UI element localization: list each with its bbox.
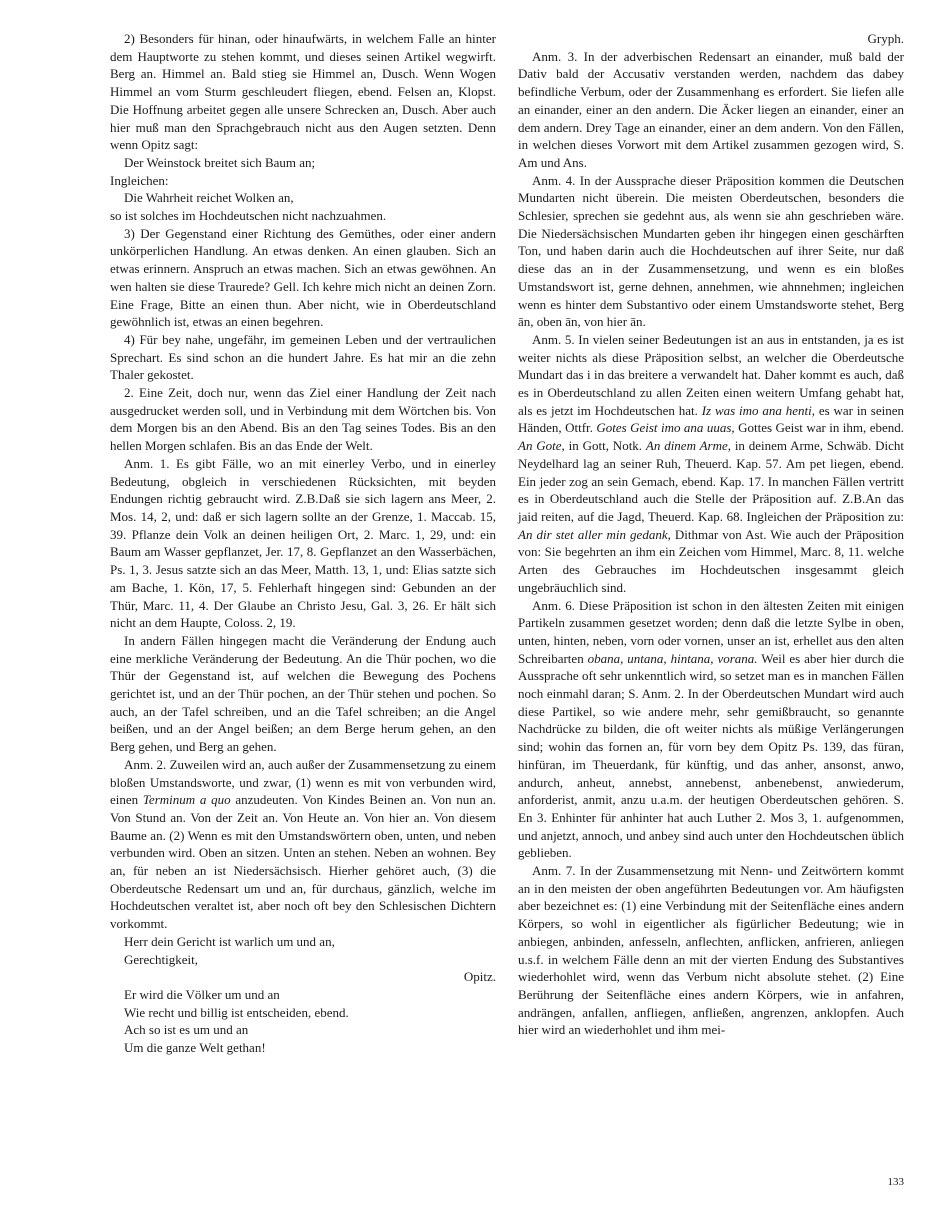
italic-quote: Gotes Geist imo ana uuas, [596,420,735,436]
paragraph: 2) Besonders für hinan, oder hinaufwärts, in welchem Falle an hinter dem Hauptworte zu stehen kommt, und dieses seinen Artikel wegwirft. Berg an. Himmel an. Bald stieg sie Himmel an, Dusch. Wenn Wogen Himmel an vom Sturm geschleudert fliegen, ebend. Felsen an, Klopst. Die Hoffnung arbeitet gegen alle unsere Schrecken an, Dusch. Aber auch hier muß man den Sprachgebrauch nicht aus den Augen setzten. Denn wenn Opitz sagt: [110,31,496,153]
italic-quote: An Gote, [518,438,565,454]
verse-line: Gerechtigkeit, [124,951,198,967]
italic-quote: An dinem Arme, [645,438,731,454]
paragraph [518,597,904,863]
right-column [518,30,904,1039]
paragraph [518,331,904,597]
paragraph: Anm. 7. In der Zusammensetzung mit Nenn- und Zeitwörtern kommt an in den meisten der oben angeführten Bedeutungen vor. Am häufigsten aber bezeichnet es: (1) eine Verbindung mit der Seitenfläche eines andern Körpers, so wohl in eigentlicher als figürlicher Bedeutung; wie in anbiegen, anbinden, anfesseln, anflechten, anflicken, anfrieren, anliegen u.s.f. in welchem Fälle denn an mit der vierten Endung des Substantives wiederhohlet wird, wenn das Verbum nicht absolute stehet. (2) Eine Berührung der Seitenfläche eines andern Körpers, wie in anfahren, andrängen, anfallen, anfliegen, anfließen, angrenzen, anklopfen. Auch hier wird an wiederhohlet und ihm mei- [518,863,904,1038]
text-run: Anm. 5. In vielen seiner Bedeutungen ist an aus in entstanden, ja es ist weiter nichts als diese Präposition selbst, an welcher die Oberdeutsche Mundart das i in das breitere a verwandelt hat. Daher kommt es auch, daß es in Oberdeutschland zu allen Zeiten einen weitern Umfang gehabt hat, als es jetzt im Hochdeutschen hat. [518,331,904,418]
left-column [110,30,496,1057]
text-run: anzudeuten. Von Kindes Beinen an. Von nun an. Von Stund an. Von der Zeit an. Von Heute an. Von hier an. Von diesem Baume an. (2) Wenn es mit den Umstandswörtern oben, unten, und neben verbunden wird. Oben an sitzen. Unten an stehen. Neben an wohnen. Bey an, für neben an ist Niedersächsisch. Hierher gehöret auch, (3) die Oberdeutsche Redensart um und an, für durchaus, gänzlich, welche im Hochdeutschen veraltet ist, aber noch oft bey den Schlesischen Dichtern vorkommt. [110,792,497,932]
text-line: so ist solches im Hochdeutschen nicht nachzuahmen. [110,208,387,224]
text-run: Anm. 2. Zuweilen wird an, auch außer der Zusammensetzung zu einem bloßen Umstandsworte, und zwar, (1) wenn es mit von verbunden wird, einen [110,756,496,808]
text-run: Dithmar von Ast. Wie auch der Präposition von: Sie begehrten an ihm ein Zeichen vom Himmel, Marc. 8, 11. welche Arten des Gebrauches im Hochdeutschen insgesammt gleich ungebräuchlich sind. [518,526,904,595]
paragraph [110,756,496,933]
verse-line: Die Wahrheit reichet Wolken an, [124,190,294,206]
verse-line: Um die ganze Welt gethan! [124,1040,266,1056]
verse-line: Herr dein Gericht ist warlich um und an, [124,933,335,949]
attribution: Gryph. [867,31,904,46]
text-run: es war in seinen Händen, Ottfr. [518,402,904,436]
italic-quote: Terminum a quo [142,792,231,808]
verse-line: Der Weinstock breitet sich Baum an; [124,154,316,170]
paragraph: In andern Fällen hingegen macht die Veränderung der Endung auch eine merkliche Veränderung der Bedeutung. An die Thür pochen, wo die Thür der Gegenstand ist, auf welchen die Bewegung des Pochens gerichtet ist, und an der Thür pochen, an der Thür stehen und pochen. So auch, an der Tafel schreiben, und an die Tafel schreiben; an die Angel beißen, und an der Angel beißen; an dem Berge herum gehen, an den Berg gehen, und Berg an gehen. [110,632,496,755]
italic-quote: Iz was imo ana henti, [701,402,815,418]
verse-line: Ach so ist es um und an [124,1022,249,1038]
paragraph: 4) Für bey nahe, ungefähr, im gemeinen Leben und der vertraulichen Sprechart. Es sind schon an die hundert Jahre. Es hat mir an die zehn Thaler gekostet. [110,331,496,383]
text-run: in Gott, Notk. [564,438,646,454]
paragraph: Anm. 1. Es gibt Fälle, wo an mit einerley Verbo, und in einerley Bedeutung, obgleich in verschiedenen Rücksichten, mit beyden Endungen richtig gebraucht wird. Z.B.Daß sie sich lagern ans Meer, 2. Mos. 14, 2, und: daß er sich lagern sollte an der Grenze, 1. Maccab. 15, 39. Pflanze dein Volk an deinen heiligen Ort, 2. Marc. 1, 29, und: ein Baum am Wasser gepflanzet, Jer. 17, 8. Gepflanzet an den Wasserbächen, Ps. 1, 3. Jesus satzte sich an das Meer, Matth. 13, 1, und: Elias satzte sich am Bache, 1. Kön, 17, 5. Fehlerhaft hingegen sind: Gebunden an der Thür, Marc. 11, 4. Der Glaube an Christo Jesu, Gal. 3, 26. Er hält sich nicht an dem Haupte, Coloss. 2, 19. [110,455,496,631]
text-run: Weil es aber hier durch die Aussprache oft sehr unkenntlich wird, so setzet man es in manchen Fällen noch einmahl daran; S. Anm. 2. In der Oberdeutschen Mundart wird auch diese Partikel, so wie andere mehr, sehr gemißbraucht, so genannte Nachdrücke zu bilden, die oft weiter nichts als müßige Verlängerungen sind; wohin das fornen an, für vorn bey dem Opitz Ps. 139, das füran, hinfüran, im Theuerdank, für künftig, und das anher, ansonst, anwo, andurch, anheut, annebst, annebenst, anbenebenst, anwiederum, anforderist, anmit, anzu u.a.m. der heutigen Oberdeutschen gehören. S. En 3. Enhinter für anhinter hat auch Luther 2. Mos 3, 1. aufgenommen, und anjetzt, annoch, und anbey sind auch unter den Hochdeutschen üblich geblieben. [518,650,904,861]
paragraph: Anm. 4. In der Aussprache dieser Präposition kommen die Deutschen Mundarten nicht überein. Die meisten Oberdeutschen, besonders die Schlesier, sprechen sie gedehnt aus, als wenn sie ahn geschrieben wäre. Die Niedersächsischen Mundarten geben ihr hingegen einen geschärften Ton, und haben darin auch die Hochdeutschen auf ihrer Seite, nur daß diese das an in der Zusammensetzung, und wenn es ein bloßes Umstandswort ist, gerne dehnen, annehmen, wie ahnnehmen; ingleichen wenn es hinter dem Substantivo oder einem Umstandsworte stehet, Berg ān, oben ān, von hier ān. [518,172,904,330]
text-line: Ingleichen: [110,172,169,188]
paragraph: 3) Der Gegenstand einer Richtung des Gemüthes, oder einer andern unkörperlichen Handlung. An etwas denken. An einen glauben. Sich an etwas erinnern. Anspruch an etwas machen. Sich an etwas gewöhnen. An wen halten sie diese Traurede? Gell. Ich kehre mich nicht an deinen Zorn. Eine Frage, Bitte an einen thun. Aber nicht, wie in Oberdeutschland gewöhnlich ist, etwas an einen begehren. [110,225,496,330]
text-run: in deinem Arme, Schwäb. Dicht Neydelhard lag an seiner Ruh, Theuerd. Kap. 57. Am pet liegen, ebend. Ein jeder zog an sein Gemach, ebend. Kap. 17. In manchen Fällen vertritt es in Oberdeutschland auch die Stelle der Präposition auf. Z.B.An das jaid reiten, auf die Jagd, Theuerd. Kap. 68. Ingleichen der Präposition zu: [518,438,904,524]
verse-line: Wie recht und billig ist entscheiden, ebend. [124,1004,349,1020]
attribution: Opitz. [463,969,496,985]
page-number: 133 [887,1176,904,1188]
italic-quote: An dir stet aller min gedank, [518,526,671,542]
italic-quote: obana, untana, hintana, vorana. [587,650,758,666]
text-run: Anm. 6. Diese Präposition ist schon in den ältesten Zeiten mit einigen Partikeln zusammen gesetzet worden; denn daß die letzte Sylbe in oben, unten, hinten, neben, vorn oder vornen, unser an ist, erhellet aus den alten Schreibarten [518,597,904,666]
paragraph: Anm. 3. In der adverbischen Redensart an einander, muß bald der Dativ bald der Accusativ verstanden werden, nachdem das dabey befindliche Verbum, oder der Zusammenhang es erfordert. Sie liefen alle an einander, einer an den andern. Die Äcker liegen an einander, einer an dem andern. Drey Tage an einander, einer an dem andern. Von den Fällen, in welchen dieses Vorwort mit dem Artikel zusammen gezogen wird, S. Am und Ans. [518,48,904,170]
verse-line: Er wird die Völker um und an [124,986,280,1002]
paragraph: 2. Eine Zeit, doch nur, wenn das Ziel einer Handlung der Zeit nach ausgedrucket werden soll, und in Verbindung mit dem Wörtchen bis. Von dem Morgen bis an den Abend. Bis an den Tag seines Todes. Bis an den hellen Morgen schlafen. Bis an das Ende der Welt. [110,385,496,454]
text-run: Gottes Geist war in ihm, ebend. [734,420,904,436]
